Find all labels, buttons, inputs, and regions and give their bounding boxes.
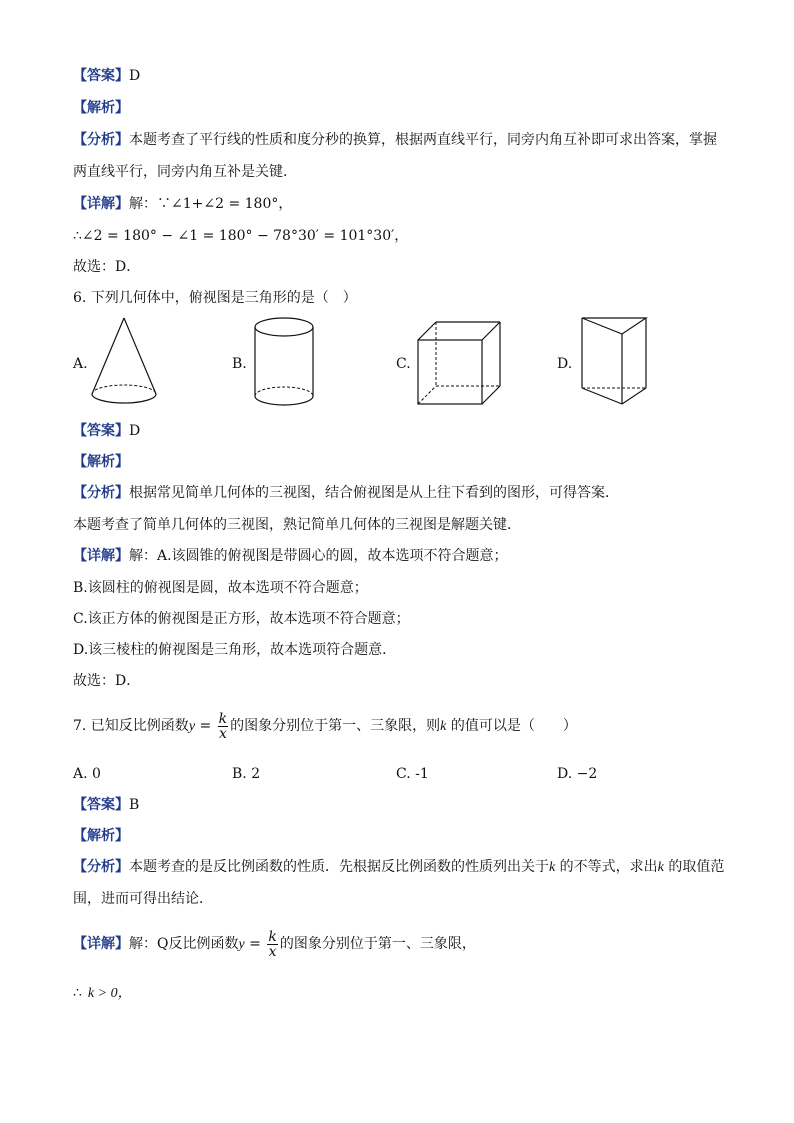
xiangjie-tag: 【详解】 [73,196,129,212]
therefore-symbol: ∴ [73,985,82,1001]
fenxi-text: 根据常见简单几何体的三视图，结合俯视图是从上往下看到的图形，可得答案． [129,485,619,501]
q6-option-c-label: C. [396,356,411,372]
q7-fenxi-line2: 围，进而可得出结论． [73,891,213,907]
q5-fenxi-line1 [73,130,717,150]
q7-var-y: y [238,937,245,952]
q7-var-k: k [549,860,556,875]
xiangjie-text: 解：∵∠1+∠2 = 180°， [129,196,293,212]
q6-analysis-heading [73,452,129,472]
q7-fraction [267,930,277,959]
analysis-tag: 【解析】 [73,828,129,844]
q7-xiangjie-line1 [73,924,476,965]
q5-xiangjie-line1 [73,194,292,214]
q6-xiangjie-line2: B.该圆柱的俯视图是圆，故本选项不符合题意； [73,580,368,596]
q7-question-mid: 的图象分别位于第一、三象限，则 [230,718,441,734]
q6-option-a-label: A. [73,356,88,372]
q5-conclusion: 故选：D． [73,259,141,275]
fenxi-text: 本题考查了平行线的性质和度分秒的换算，根据两直线平行，同旁内角互补即可求出答案，掌握 [129,132,717,148]
fenxi-tag: 【分析】 [73,485,129,501]
xiangjie-text-b: 反比例函数 [168,936,239,952]
q7-frac-denominator: x [268,943,277,960]
xiangjie-text-c: 的图象分别位于第一、三象限， [279,936,476,952]
q6-answer-line [73,421,140,441]
analysis-tag: 【解析】 [73,100,129,116]
q6-option-d-label: D. [557,356,573,372]
q6-xiangjie-line1 [73,546,508,566]
q7-equals: = [195,718,216,734]
answer-value: D [129,423,141,439]
q7-result: k > 0， [87,986,132,1001]
q5-answer-line [73,66,140,86]
q7-option-b: B. 2 [232,766,261,782]
q5-analysis-heading [73,98,129,118]
q5-xiangjie-line2: ∴∠2 = 180° − ∠1 = 180° − 78°30′ = 101°30′， [73,228,409,244]
q7-var-k: k [440,719,447,734]
fenxi-text-b: 的不等式，求出 [555,859,658,875]
q7-frac-numerator: k [218,710,228,727]
xiangjie-tag: 【详解】 [73,548,129,564]
q7-frac-denominator: x [218,725,227,742]
q6-option-b-label: B. [232,356,247,372]
q6-fenxi-line2: 本题考查了简单几何体的三视图，熟记简单几何体的三视图是解题关键． [73,517,521,533]
q5-fenxi-line2: 两直线平行，同旁内角互补是关键． [73,164,297,180]
cube-icon [414,320,504,406]
q7-question [73,706,577,747]
q6-fenxi-line1 [73,483,619,503]
answer-tag: 【答案】 [73,68,129,84]
q7-option-a: A. 0 [73,766,101,782]
fenxi-tag: 【分析】 [73,132,129,148]
fenxi-tag: 【分析】 [73,859,129,875]
xiangjie-tag: 【详解】 [73,936,129,952]
xiangjie-text-a: 解： [129,936,157,952]
q7-equals: = [244,936,266,952]
q6-question: 6. 下列几何体中，俯视图是三角形的是（ ） [73,290,357,306]
xiangjie-text: 解：A.该圆锥的俯视图是带圆心的圆，故本选项不符合题意； [129,548,508,564]
q7-option-c: C. -1 [396,766,429,782]
answer-tag: 【答案】 [73,797,129,813]
answer-value: D [129,68,141,84]
q7-question-prefix: 7. 已知反比例函数 [73,718,189,734]
q6-xiangjie-line4: D.该三棱柱的俯视图是三角形，故本选项符合题意． [73,642,397,658]
q7-fenxi-line1 [73,857,724,878]
answer-tag: 【答案】 [73,423,129,439]
q7-fraction [218,712,228,741]
q7-option-d: D. −2 [557,766,598,782]
q7-question-suffix: 的值可以是（ ） [446,718,577,734]
q7-xiangjie-line2 [73,983,132,1004]
analysis-tag: 【解析】 [73,454,129,470]
q7-var-k: k [657,860,664,875]
q6-xiangjie-line3: C.该正方体的俯视图是正方形，故本选项不符合题意； [73,611,410,627]
q7-frac-numerator: k [268,928,277,945]
q7-answer-line [73,795,139,815]
cylinder-icon [251,316,317,410]
fenxi-text-c: 的取值范 [663,859,725,875]
q7-analysis-heading [73,826,129,846]
answer-value: B [129,797,140,813]
q6-conclusion: 故选：D． [73,673,141,689]
cone-icon [88,316,160,408]
triangular-prism-icon [578,316,650,408]
because-symbol: Q [157,936,169,952]
q7-var-y: y [188,719,196,734]
fenxi-text-a: 本题考查的是反比例函数的性质．先根据反比例函数的性质列出关于 [129,859,549,875]
